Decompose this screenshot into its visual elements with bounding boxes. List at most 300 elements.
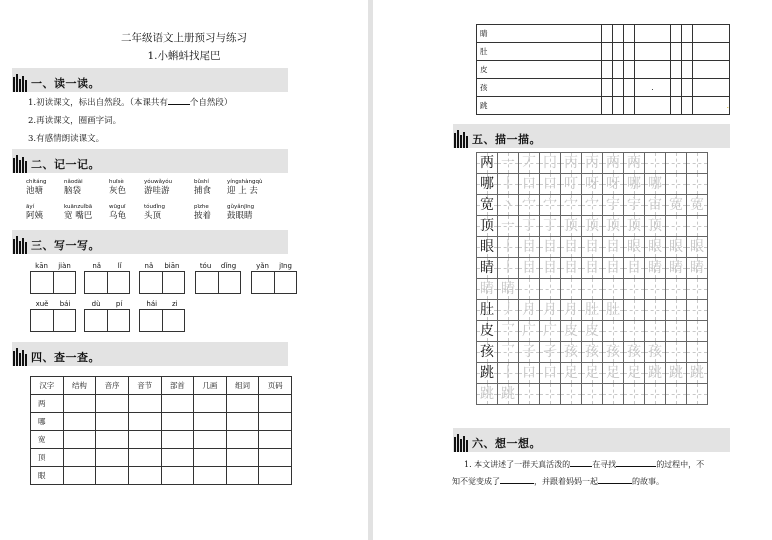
stroke-order-character: 宀 [564,197,578,213]
pinyin-writing-group [195,262,241,294]
tracing-cell[interactable] [645,216,666,237]
tracing-cell[interactable] [687,363,708,384]
table-answer-cell[interactable] [128,395,161,413]
tracing-cell[interactable] [477,342,498,363]
table-answer-cell[interactable] [96,431,129,449]
table-answer-cell[interactable] [671,61,682,79]
tracing-cell[interactable] [645,258,666,279]
think-question-line-2: 知不觉变成了 ，并跟着妈妈一起 的故事。 [452,477,664,486]
tracing-cell[interactable] [603,216,624,237]
table-answer-cell[interactable] [682,25,693,43]
tracing-cell[interactable] [540,258,561,279]
tracing-cell[interactable] [603,300,624,321]
table-answer-cell[interactable] [128,467,161,485]
writing-box[interactable] [252,272,274,293]
vocab-pinyin: wūguī [109,204,126,210]
tracing-grid [476,152,708,405]
table-answer-cell[interactable] [671,25,682,43]
model-character: 顶 [480,218,494,234]
table-answer-cell[interactable] [601,97,612,115]
tracing-cell[interactable] [582,153,603,174]
writing-box[interactable] [85,272,107,293]
tracing-cell[interactable] [477,237,498,258]
table-answer-cell[interactable] [612,43,623,61]
table-header-cell: 部首 [161,377,194,395]
tracing-cell[interactable] [624,153,645,174]
section-header-think [453,428,730,452]
tracing-cell[interactable] [477,300,498,321]
tracing-cell[interactable] [561,258,582,279]
tracing-cell[interactable] [687,174,708,195]
tracing-cell[interactable] [519,258,540,279]
table-answer-cell[interactable] [226,449,259,467]
table-answer-cell[interactable] [161,449,194,467]
tracing-cell[interactable] [603,342,624,363]
tracing-cell[interactable] [666,237,687,258]
tracing-cell[interactable] [666,153,687,174]
table-answer-cell[interactable] [194,467,227,485]
table-answer-cell[interactable] [63,467,96,485]
tracing-cell[interactable] [645,237,666,258]
table-answer-cell[interactable] [226,431,259,449]
pinyin-syllable: zi [171,300,178,308]
table-answer-cell[interactable] [226,413,259,431]
tracing-cell[interactable] [477,321,498,342]
table-answer-cell[interactable] [623,43,634,61]
model-character: 肚 [480,302,494,318]
stroke-order-character: 目 [543,260,557,276]
table-answer-cell[interactable] [693,43,730,61]
section-header-lookup [12,342,288,366]
tracing-cell[interactable] [540,342,561,363]
tracing-cell[interactable] [561,174,582,195]
table-answer-cell[interactable] [634,97,671,115]
tracing-cell[interactable] [603,258,624,279]
model-character: 两 [480,155,494,171]
writing-box[interactable] [218,272,240,293]
tracing-cell[interactable] [498,258,519,279]
stroke-order-character: 叮 [564,176,578,192]
tracing-cell[interactable] [603,153,624,174]
stroke-order-character: 目 [564,260,578,276]
tracing-cell[interactable] [519,342,540,363]
tracing-cell[interactable] [624,279,645,300]
tracing-cell[interactable] [498,174,519,195]
table-answer-cell[interactable] [226,395,259,413]
pinyin-row [195,262,241,271]
table-answer-cell[interactable] [682,61,693,79]
pinyin-syllable: nǎ [92,262,102,270]
tracing-cell[interactable] [603,363,624,384]
vocab-word [144,204,165,221]
tracing-cell[interactable] [561,342,582,363]
section-header-write [12,230,288,254]
pinyin-writing-group [84,300,130,332]
pinyin-row [30,300,76,309]
tracing-cell[interactable] [582,300,603,321]
tracing-cell[interactable] [498,153,519,174]
stroke-order-character: 丶 [501,197,515,213]
table-answer-cell[interactable] [128,431,161,449]
tracing-cell[interactable] [477,279,498,300]
tracing-cell[interactable] [666,216,687,237]
writing-box[interactable] [196,272,218,293]
table-answer-cell[interactable] [612,61,623,79]
tracing-cell[interactable] [687,342,708,363]
tracing-cell[interactable] [624,300,645,321]
table-answer-cell[interactable] [612,97,623,115]
table-row [477,97,730,115]
tracing-cell[interactable] [540,279,561,300]
table-answer-cell[interactable] [96,467,129,485]
vocab-word [109,204,126,221]
table-answer-cell[interactable] [96,395,129,413]
table-answer-cell[interactable] [259,395,292,413]
stroke-order-character: 目 [606,239,620,255]
table-answer-cell[interactable] [161,431,194,449]
table-answer-cell[interactable] [128,413,161,431]
table-answer-cell[interactable] [259,413,292,431]
vocab-hanzi: 乌龟 [109,211,127,221]
writing-box[interactable] [162,310,184,331]
tracing-cell[interactable] [687,384,708,405]
tracing-cell[interactable] [603,237,624,258]
tracing-cell[interactable] [498,300,519,321]
writing-box[interactable] [274,272,296,293]
stroke-order-character: 丙 [564,155,578,171]
writing-box[interactable] [31,272,53,293]
tracing-cell[interactable] [498,237,519,258]
tracing-cell[interactable] [687,321,708,342]
table-answer-cell[interactable] [623,61,634,79]
table-answer-cell[interactable] [623,25,634,43]
stroke-order-character: 睛 [669,260,683,276]
writing-box[interactable] [107,272,129,293]
table-answer-cell[interactable] [128,449,161,467]
table-answer-cell[interactable] [634,43,671,61]
table-row [31,431,292,449]
table-answer-cell[interactable] [63,431,96,449]
tracing-cell[interactable] [498,363,519,384]
tracing-cell[interactable] [561,153,582,174]
stroke-order-character: 宁 [606,197,620,213]
tracing-cell[interactable] [687,279,708,300]
pinyin-writing-group [30,300,76,332]
tracing-cell[interactable] [519,174,540,195]
model-character: 跳 [480,386,494,402]
tracing-cell[interactable] [603,321,624,342]
tracing-cell[interactable] [624,195,645,216]
tracing-cell[interactable] [519,321,540,342]
table-row [477,61,730,79]
tracing-cell[interactable] [645,300,666,321]
vocab-hanzi: 池塘 [26,186,44,196]
answer-blank[interactable] [616,458,656,467]
tracing-cell[interactable] [477,384,498,405]
stroke-order-character: 宽 [669,197,683,213]
writing-box[interactable] [140,272,162,293]
section-title: 五、描一描。 [472,133,541,146]
stroke-order-character: 两 [606,155,620,171]
stroke-order-character: 口 [522,176,536,192]
stroke-order-character: 哪 [648,176,662,192]
tracing-cell[interactable] [645,174,666,195]
tracing-cell[interactable] [519,384,540,405]
tracing-cell[interactable] [561,321,582,342]
table-answer-cell[interactable] [601,79,612,97]
table-answer-cell[interactable] [693,61,730,79]
writing-box[interactable] [140,310,162,331]
table-answer-cell[interactable] [682,43,693,61]
tracing-cell[interactable] [519,300,540,321]
tracing-cell[interactable] [540,321,561,342]
tracing-cell[interactable] [666,384,687,405]
tracing-cell[interactable] [624,237,645,258]
tracing-cell[interactable] [666,174,687,195]
tracing-cell[interactable] [582,321,603,342]
tracing-cell[interactable] [624,384,645,405]
table-answer-cell[interactable] [63,413,96,431]
tracing-cell[interactable] [540,216,561,237]
section-title: 一、读一读。 [31,77,100,90]
writing-box[interactable] [53,272,75,293]
answer-blank[interactable] [570,458,592,467]
tracing-cell[interactable] [603,384,624,405]
tracing-cell[interactable] [498,384,519,405]
model-character: 哪 [480,176,494,192]
stroke-order-character: 顶 [606,218,620,234]
pinyin-row [139,300,185,309]
table-answer-cell[interactable] [194,431,227,449]
tracing-cell[interactable] [645,279,666,300]
answer-blank[interactable] [168,96,190,105]
table-answer-cell[interactable] [63,449,96,467]
tracing-cell[interactable] [645,363,666,384]
tracing-cell[interactable] [540,195,561,216]
tracing-cell[interactable] [624,216,645,237]
tracing-cell[interactable] [582,384,603,405]
tracing-cell[interactable] [645,321,666,342]
tracing-cell[interactable] [561,216,582,237]
trace-character: 跳 [501,386,515,402]
tracing-cell[interactable] [498,342,519,363]
table-header-cell: 组词 [226,377,259,395]
writing-box[interactable] [53,310,75,331]
table-char-cell: 睛 [477,25,602,43]
stroke-order-character: 跳 [669,365,683,381]
tracing-cell[interactable] [519,153,540,174]
stroke-order-character: 丨 [501,239,515,255]
tracing-cell[interactable] [687,153,708,174]
table-answer-cell[interactable] [96,413,129,431]
vocab-hanzi: 头顶 [144,211,162,221]
tracing-cell[interactable] [519,195,540,216]
tracing-cell[interactable] [666,258,687,279]
tracing-cell[interactable] [477,216,498,237]
tracing-cell[interactable] [582,174,603,195]
tracing-cell[interactable] [687,258,708,279]
table-answer-cell[interactable] [259,467,292,485]
writing-box[interactable] [31,310,53,331]
tracing-cell[interactable] [582,279,603,300]
table-answer-cell[interactable] [259,449,292,467]
tracing-cell[interactable] [666,279,687,300]
tracing-cell[interactable] [666,321,687,342]
writing-box[interactable] [85,310,107,331]
table-answer-cell[interactable] [671,79,682,97]
section-header-remember [12,149,288,173]
stroke-order-character: 眼 [648,239,662,255]
model-character: 宽 [480,197,494,213]
tracing-cell[interactable] [498,195,519,216]
tracing-cell[interactable] [603,195,624,216]
tracing-cell[interactable] [498,279,519,300]
pinyin-syllable: jiàn [58,262,71,270]
tracing-cell[interactable] [477,363,498,384]
tracing-cell[interactable] [624,363,645,384]
tracing-cell[interactable] [582,258,603,279]
tracing-cell[interactable] [540,384,561,405]
tracing-cell[interactable] [519,279,540,300]
model-character: 眼 [480,239,494,255]
tracing-cell[interactable] [519,216,540,237]
stroke-order-character: 足 [564,365,578,381]
table-answer-cell[interactable] [96,449,129,467]
tracing-cell[interactable] [477,258,498,279]
pinyin-syllable: hái [146,300,158,308]
table-row [477,43,730,61]
tracing-cell[interactable] [687,195,708,216]
tracing-cell[interactable] [624,321,645,342]
table-answer-cell[interactable]: . [693,97,730,115]
stroke-order-character: 顶 [648,218,662,234]
tracing-cell[interactable] [540,363,561,384]
tracing-cell[interactable] [582,342,603,363]
tracing-cell[interactable] [582,363,603,384]
tracing-cell[interactable] [582,216,603,237]
table-answer-cell[interactable] [623,79,634,97]
tracing-cell[interactable] [687,216,708,237]
table-answer-cell[interactable] [194,413,227,431]
stroke-order-character: 丿 [501,302,515,318]
vocab-word [194,204,211,221]
tracing-cell[interactable] [540,237,561,258]
tracing-cell[interactable] [561,279,582,300]
tracing-cell[interactable] [561,195,582,216]
tracing-cell[interactable] [603,279,624,300]
table-answer-cell[interactable] [682,79,693,97]
vocab-word [227,179,262,196]
tracing-cell[interactable] [582,195,603,216]
vocab-pinyin: bǔshí [194,179,209,185]
pinyin-writing-group [30,262,76,294]
writing-box[interactable] [162,272,184,293]
model-character: 睛 [480,281,494,297]
vocab-pinyin: tóudǐng [144,204,166,210]
answer-blank[interactable] [500,475,534,484]
table-answer-cell[interactable] [612,25,623,43]
table-answer-cell[interactable] [623,97,634,115]
table-answer-cell[interactable] [693,79,730,97]
table-answer-cell[interactable] [161,413,194,431]
table-row [477,25,730,43]
tracing-cell[interactable] [519,237,540,258]
tracing-cell[interactable] [687,300,708,321]
tracing-cell[interactable] [645,342,666,363]
tracing-cell[interactable] [645,195,666,216]
tracing-cell[interactable] [687,237,708,258]
tracing-cell[interactable] [624,342,645,363]
tracing-cell[interactable] [540,174,561,195]
table-answer-cell[interactable] [161,395,194,413]
tracing-cell[interactable] [624,258,645,279]
table-answer-cell[interactable] [693,25,730,43]
table-answer-cell[interactable] [194,395,227,413]
tracing-cell[interactable] [666,195,687,216]
table-answer-cell[interactable] [259,431,292,449]
table-row [31,413,292,431]
tracing-cell[interactable] [666,342,687,363]
table-answer-cell[interactable] [194,449,227,467]
tracing-cell[interactable] [582,237,603,258]
tracing-cell[interactable] [498,216,519,237]
tracing-cell[interactable] [477,195,498,216]
table-answer-cell[interactable] [601,61,612,79]
stroke-order-character: 皮 [585,323,599,339]
tracing-cell[interactable] [561,300,582,321]
bookshelf-icon [454,434,469,452]
pinyin-syllable: yǎn [256,262,269,270]
pinyin-writing-group [84,262,130,294]
tracing-cell[interactable] [561,384,582,405]
tracing-cell[interactable] [645,384,666,405]
table-answer-cell[interactable] [671,43,682,61]
table-answer-cell[interactable] [601,43,612,61]
stroke-order-character: 一 [501,155,515,171]
tracing-cell[interactable] [624,174,645,195]
table-answer-cell[interactable] [612,79,623,97]
tracing-cell[interactable] [477,153,498,174]
tracing-cell[interactable] [519,363,540,384]
table-answer-cell[interactable] [682,97,693,115]
table-answer-cell[interactable] [161,467,194,485]
tracing-cell[interactable] [603,174,624,195]
stroke-order-character: 顶 [585,218,599,234]
table-answer-cell[interactable] [63,395,96,413]
table-answer-cell[interactable]: . [634,79,671,97]
tracing-cell[interactable] [666,300,687,321]
table-answer-cell[interactable] [226,467,259,485]
table-answer-cell[interactable] [634,61,671,79]
tracing-cell[interactable] [666,363,687,384]
vocab-hanzi: 捕食 [194,186,212,196]
reading-instruction-2: 2.再读课文，圈画字词。 [28,116,122,126]
writing-box[interactable] [107,310,129,331]
tracing-cell[interactable] [561,237,582,258]
section-title: 六、想一想。 [472,437,541,450]
tracing-cell[interactable] [645,153,666,174]
tracing-cell[interactable] [540,300,561,321]
think-question-line-1: 1. 本文讲述了一群天真活泼的 在寻找 的过程中，不 [464,460,705,469]
tracing-cell[interactable] [498,321,519,342]
table-answer-cell[interactable] [601,25,612,43]
table-answer-cell[interactable] [671,97,682,115]
tracing-cell[interactable] [561,363,582,384]
tracing-cell[interactable] [540,153,561,174]
tracing-cell[interactable] [477,174,498,195]
table-answer-cell[interactable] [634,25,671,43]
answer-blank[interactable] [598,475,632,484]
